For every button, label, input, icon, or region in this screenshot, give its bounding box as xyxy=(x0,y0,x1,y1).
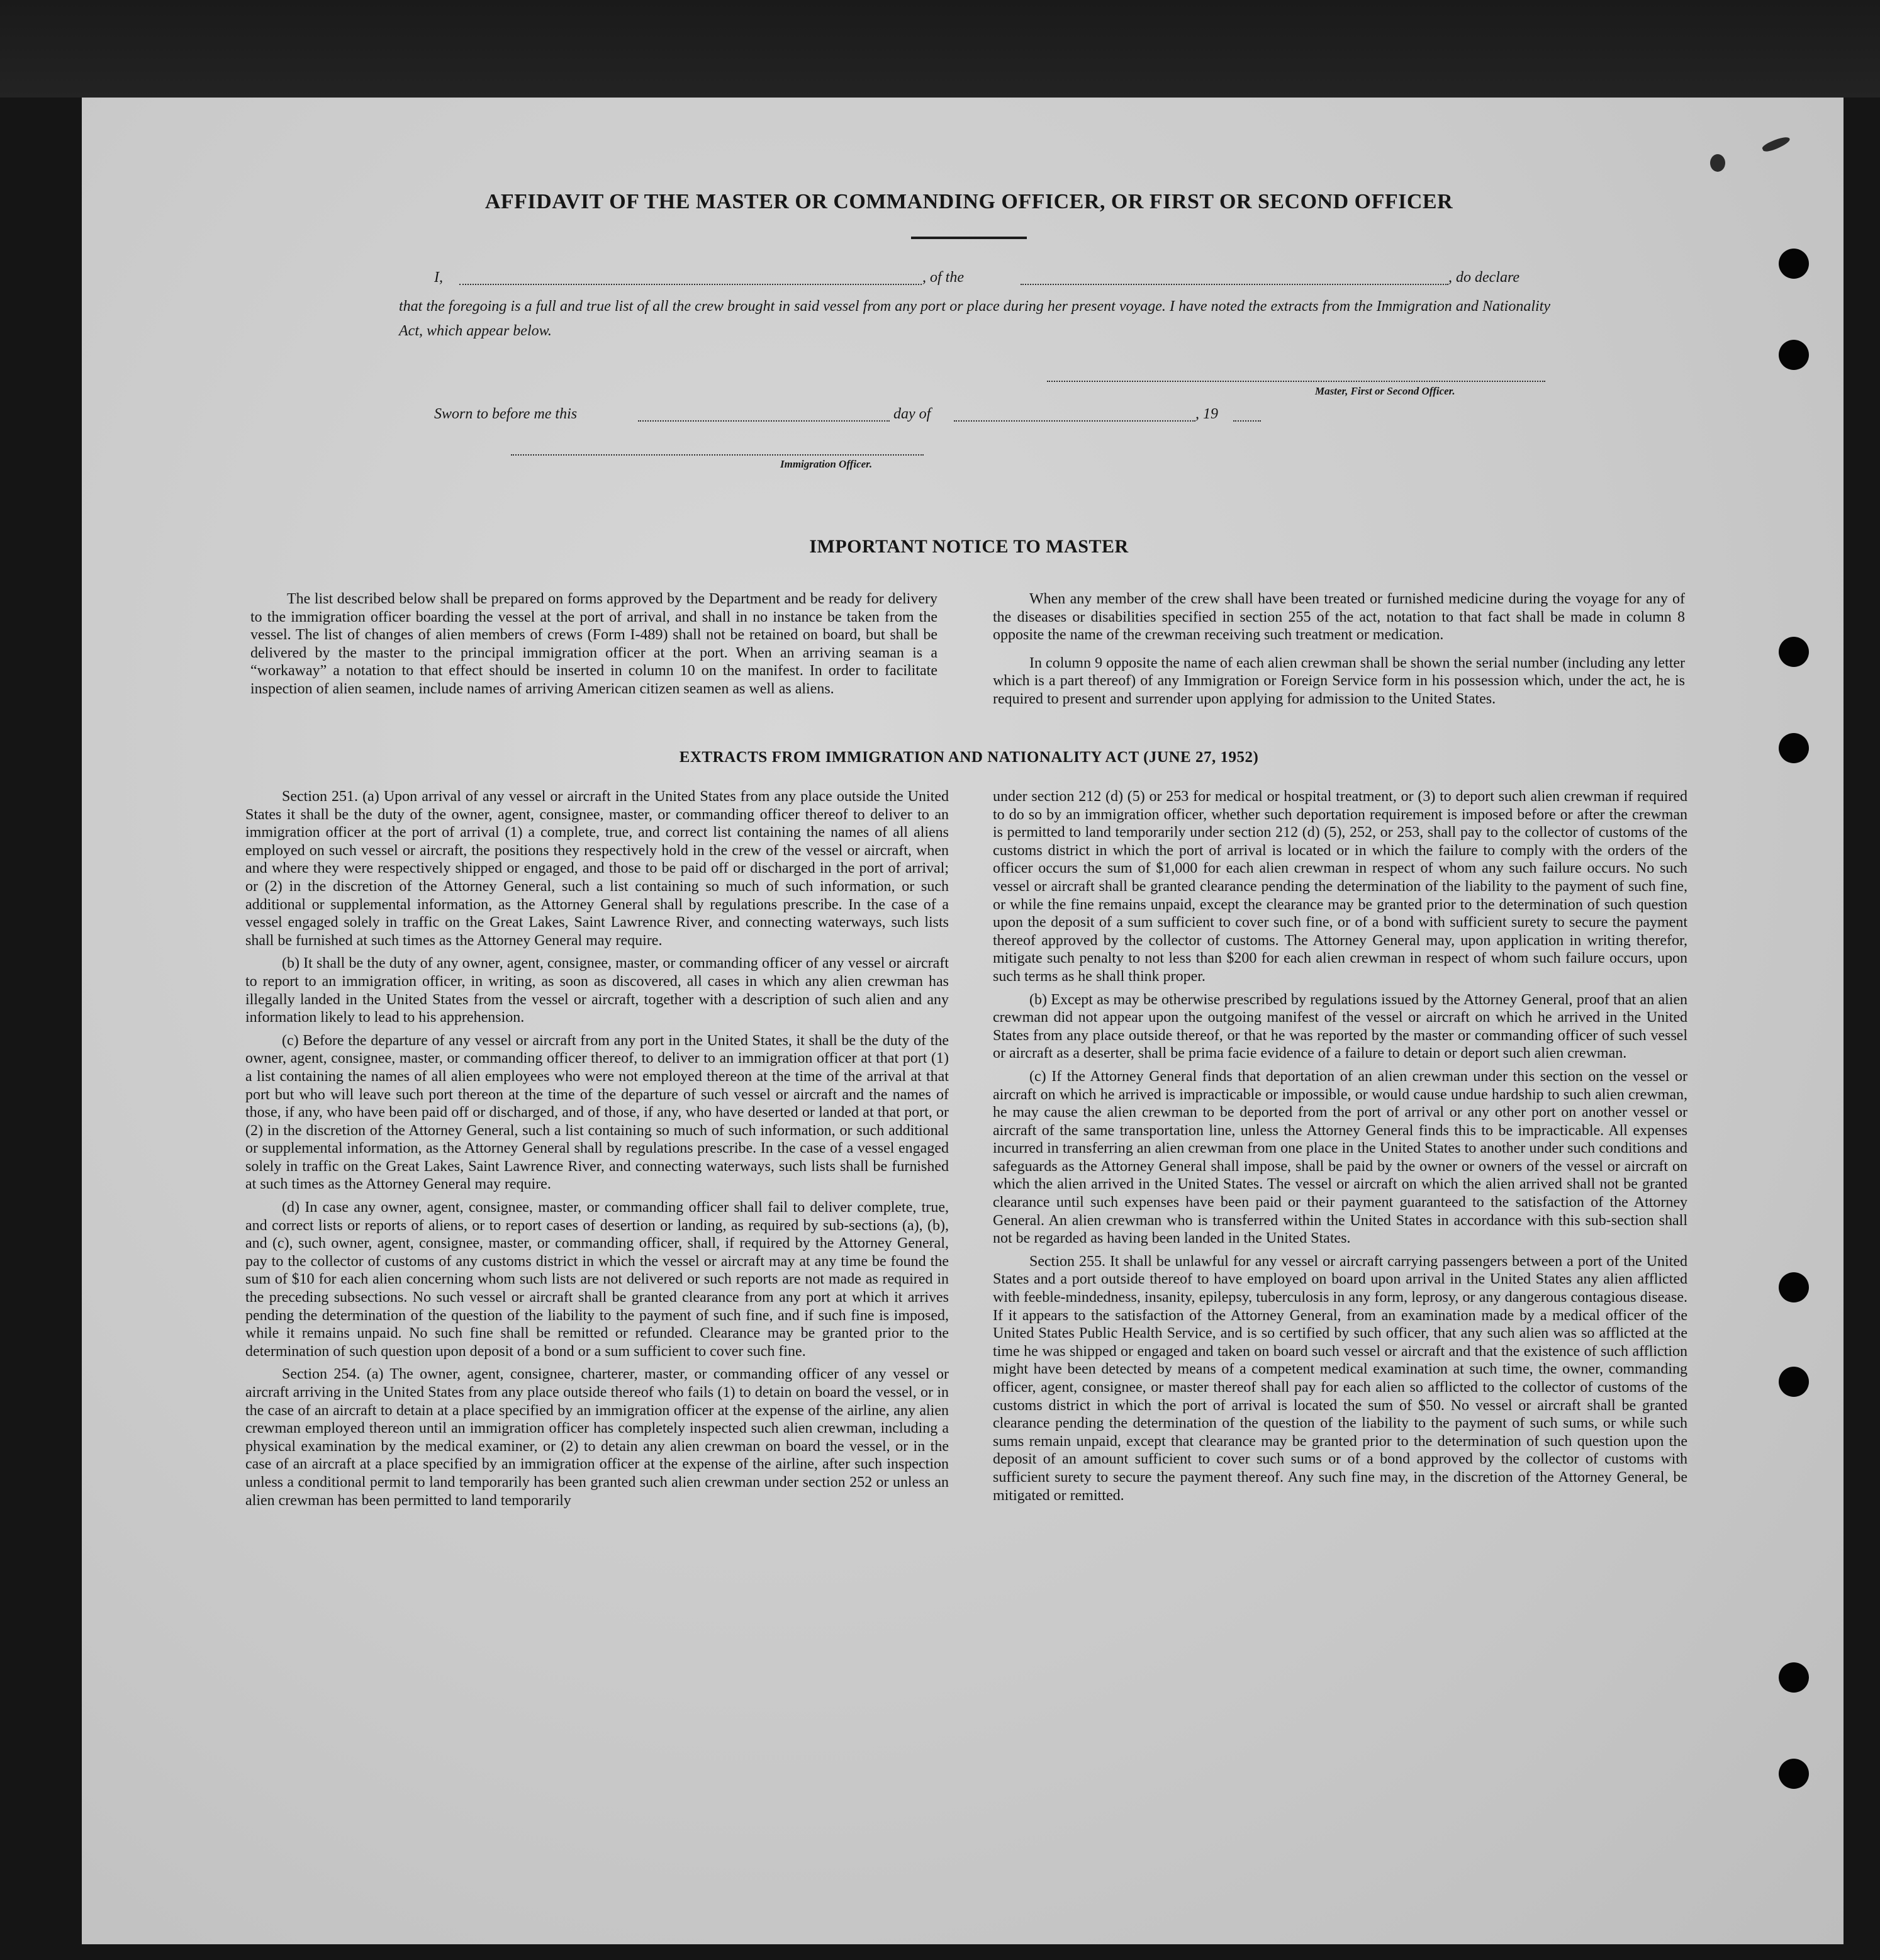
master-signature-label: Master, First or Second Officer. xyxy=(1315,385,1455,397)
affidavit-title: AFFIDAVIT OF THE MASTER OR COMMANDING OFFICER, OR FIRST OR SECOND OFFICER xyxy=(484,190,1453,213)
notice-paragraph: When any member of the crew shall have been treated or furnished medicine during the voyage for any of the diseases or disabilities specified in section 255 of the act, notation to that fact shall be made in column 8 opposite the name of the crewman receiving such treatment or medication. xyxy=(993,591,1685,644)
declarant-name-field[interactable] xyxy=(459,284,922,285)
immigration-officer-label: Immigration Officer. xyxy=(780,458,873,470)
sworn-day-field[interactable] xyxy=(638,420,890,422)
act-paragraph: (c) Before the departure of any vessel or aircraft from any port in the United States, it shall be the duty of the owner, agent, consignee, master, or commanding officer thereof, to deliver to an immigration officer at that port (1) a list containing the names of all alien employees who were not employed thereon at the time of the arrival at that port but who will leave such port thereon at the time of the departure of such vessel or aircraft and the names of those, if any, who have been paid off or discharged, and of those, if any, who have deserted or landed at that port, or (2) in the discretion of the Attorney General, such a list containing so much of such information, or such additional or supplemental information, as the Attorney General shall by regulations prescribe. In the case of a vessel engaged solely in traffic on the Great Lakes, Saint Lawrence River, and connecting waterways, such lists shall be furnished at such times as the Attorney General may require. xyxy=(245,1032,949,1193)
vessel-name-field[interactable] xyxy=(1021,284,1448,285)
act-paragraph: (b) It shall be the duty of any owner, agent, consignee, master, or commanding officer of any vessel or aircraft to report to an immigration officer, in writing, as soon as discovered, all cases in which any alien crewman has illegally landed in the United States from the vessel or aircraft, together with a description of such alien and any information likely to lead to his apprehension. xyxy=(245,955,949,1026)
notice-paragraph: In column 9 opposite the name of each alien crewman shall be shown the serial number (including any letter which is a part thereof) of any Immigration or Foreign Service form in his possession which, under the act, he is required to present and surrender upon applying for admission to the United States. xyxy=(993,654,1685,707)
extracts-right-column xyxy=(993,788,1687,1509)
extracts-left-column xyxy=(245,788,949,1515)
declare-suffix: , do declare xyxy=(1448,269,1520,286)
scan-border xyxy=(0,0,1880,98)
ink-mark-icon xyxy=(1710,154,1725,172)
sworn-year-field[interactable] xyxy=(1233,420,1261,422)
notice-left-column xyxy=(250,590,937,703)
notice-paragraph: The list described below shall be prepared on forms approved by the Department and be ready for delivery to the immigration officer boarding the vessel at the port of arrival, and shall in no instance be taken from the vessel. The list of changes of alien members of crews (Form I-489) shall not be retained on board, but shall be delivered by the master to the principal immigration officer at the port. When an arriving seaman is a “workaway” a notation to that effect should be inserted in column 10 on the manifest. In order to facilitate inspection of alien seamen, include names of arriving American citizen seamen as well as aliens. xyxy=(250,591,937,697)
binder-hole-icon xyxy=(1779,1367,1809,1397)
vessel-prefix: , of the xyxy=(922,269,964,286)
act-paragraph: Section 251. (a) Upon arrival of any vessel or aircraft in the United States from any place outside the United States it shall be the duty of the owner, agent, consignee, master, or commanding officer thereof to deliver to an immigration officer at the port of arrival (1) a complete, true, and correct list containing the names of all aliens employed on such vessel or aircraft, the positions they respectively hold in the crew of the vessel or aircraft, when and where they were respectively shipped or engaged, and those to be paid off or discharged in the port of arrival; or (2) in the discretion of the Attorney General, such a list containing so much of such information, or such additional or supplemental information, as the Attorney General shall by regulations prescribe. In the case of a vessel engaged solely in traffic on the Great Lakes, Saint Lawrence River, and connecting waterways, such lists shall be furnished at such times as the Attorney General may require. xyxy=(245,788,949,949)
act-paragraph: (b) Except as may be otherwise prescribed by regulations issued by the Attorney General, proof that an alien crewman did not appear upon the outgoing manifest of the vessel or aircraft on which he arrived in the United States from any place outside thereof, or that he was reported by the master or commanding officer of such vessel or aircraft as a deserter, shall be prima facie evidence of a failure to detain or deport such alien crewman. xyxy=(993,991,1687,1062)
extracts-title: EXTRACTS FROM IMMIGRATION AND NATIONALITY ACT (JUNE 27, 1952) xyxy=(679,749,1259,766)
act-paragraph: (c) If the Attorney General finds that deportation of an alien crewman under this section on the vessel or aircraft on which he arrived is impracticable or impossible, or would cause undue hardship to such alien crewman, he may cause the alien crewman to be deported from the port of arrival or any other port on another vessel or aircraft of the same transportation line, unless the Attorney General finds this to be impracticable. All expenses incurred in transferring an alien crewman from one place in the United States to another under such conditions and safeguards as the Attorney General shall impose, shall be paid by the owner or owners of the vessel or aircraft on which the alien arrived in the United States. The vessel or aircraft on which the alien arrived shall not be granted clearance until such expenses have been paid or their payment guaranteed to the satisfaction of the Attorney General. An alien crewman who is transferred within the United States in accordance with this sub-section shall not be regarded as having been landed in the United States. xyxy=(993,1068,1687,1247)
binder-hole-icon xyxy=(1779,1759,1809,1789)
sworn-year: , 19 xyxy=(1195,406,1218,422)
binder-hole-icon xyxy=(1779,249,1809,279)
notice-title: IMPORTANT NOTICE TO MASTER xyxy=(809,536,1129,557)
binder-hole-icon xyxy=(1779,1272,1809,1302)
binder-hole-icon xyxy=(1779,637,1809,667)
sworn-day-of: day of xyxy=(893,406,931,422)
binder-hole-icon xyxy=(1779,1662,1809,1693)
sworn-month-field[interactable] xyxy=(954,420,1195,422)
immigration-officer-signature-field[interactable] xyxy=(511,454,924,456)
master-signature-field[interactable] xyxy=(1047,381,1545,382)
act-paragraph: Section 255. It shall be unlawful for any vessel or aircraft carrying passengers between a port of the United States and a port outside thereof to have employed on board upon arrival in the United States any alien afflicted with feeble-mindedness, insanity, epilepsy, tuberculosis in any form, leprosy, or any dangerous contagious disease. If it appears to the satisfaction of the Attorney General, from an examination made by a medical officer of the United States Public Health Service, and is so certified by such officer, that any such alien was so afflicted at the time he was shipped or engaged and taken on board such vessel or aircraft and that the existence of such affliction might have been detected by means of a competent medical examination at such time, the owner, commanding officer, agent, consignee, or master thereof shall pay for each alien so afflicted to the collector of customs of the customs district in which the port of arrival is located the sum of $50. No vessel or aircraft shall be granted clearance pending the determination of the question of the liability to the payment of such sums, or while such sums remain unpaid, except that clearance may be granted prior to the determination of such question upon the deposit of an amount sufficient to cover such sums or of a bond approved by the collector of customs with sufficient surety to secure the payment thereof. Any such fine may, in the discretion of the Attorney General, be mitigated or remitted. xyxy=(993,1253,1687,1504)
binder-hole-icon xyxy=(1779,733,1809,763)
act-paragraph: Section 254. (a) The owner, agent, consignee, charterer, master, or commanding officer of any vessel or aircraft arriving in the United States from any place outside thereof who fails (1) to detain on board the vessel, or in the case of an aircraft to detain at a place specified by an immigration officer at the expense of the airline, any alien crewman employed thereon until an immigration officer has completely inspected such alien crewman, including a physical examination by the medical examiner, or (2) to detain any alien crewman on board the vessel, or in the case of an aircraft at a place specified by an immigration officer at the expense of the airline, after such inspection unless a conditional permit to land temporarily has been granted such alien crewman under section 252 or unless an alien crewman has been permitted to land temporarily xyxy=(245,1366,949,1509)
act-paragraph: under section 212 (d) (5) or 253 for medical or hospital treatment, or (3) to deport such alien crewman if required to do so by an immigration officer, whether such deportation requirement is imposed before or after the crewman is permitted to land temporarily under section 212 (d) (5), 252, or 253, shall pay to the collector of customs of the customs district in which the port of arrival is located or in which the failure to comply with the orders of the officer occurs the sum of $1,000 for each alien crewman in respect of whom any such failure occurs. No such vessel or aircraft shall be granted clearance pending the determination of the liability to the payment of such fine, or while the fine remains unpaid, except the clearance may be granted prior to the determination of such question upon the deposit of a sum sufficient to cover such fine, or of a bond with sufficient surety to secure the payment thereof approved by the collector of customs. The Attorney General may, upon application in writing therefor, mitigate such penalty to not less than $200 for each alien crewman in respect of whom such failure occurs, upon such terms as he shall think proper. xyxy=(993,788,1687,985)
sworn-text: Sworn to before me this xyxy=(434,406,578,422)
title-rule xyxy=(911,237,1027,239)
declarant-prefix: I, xyxy=(434,269,443,286)
act-paragraph: (d) In case any owner, agent, consignee, master, or commanding officer shall fail to deliver complete, true, and correct lists or reports of aliens, or to report cases of desertion or landing, as required by sub-sections (a), (b), and (c), such owner, agent, consignee, master, or commanding officer, shall, if required by the Attorney General, pay to the collector of customs of any customs district in which the vessel or aircraft may at any time be found the sum of $10 for each alien concerning whom such lists are not delivered or such reports are not made as required in the preceding subsections. No such vessel or aircraft shall be granted clearance from any port at which it arrives pending the determination of the question of the liability to the payment of such fine, and if such fine is imposed, while it remains unpaid. No such fine shall be remitted or refunded. Clearance may be granted prior to the determination of such question upon deposit of a bond or a sum sufficient to cover such fine. xyxy=(245,1199,949,1360)
notice-right-column xyxy=(993,590,1685,714)
declaration-text: that the foregoing is a full and true list of all the crew brought in said vessel from any port or place during her present voyage. I have noted the extracts from the Immigration and Nationality Act, which appear below. xyxy=(399,298,1550,339)
binder-hole-icon xyxy=(1779,340,1809,370)
